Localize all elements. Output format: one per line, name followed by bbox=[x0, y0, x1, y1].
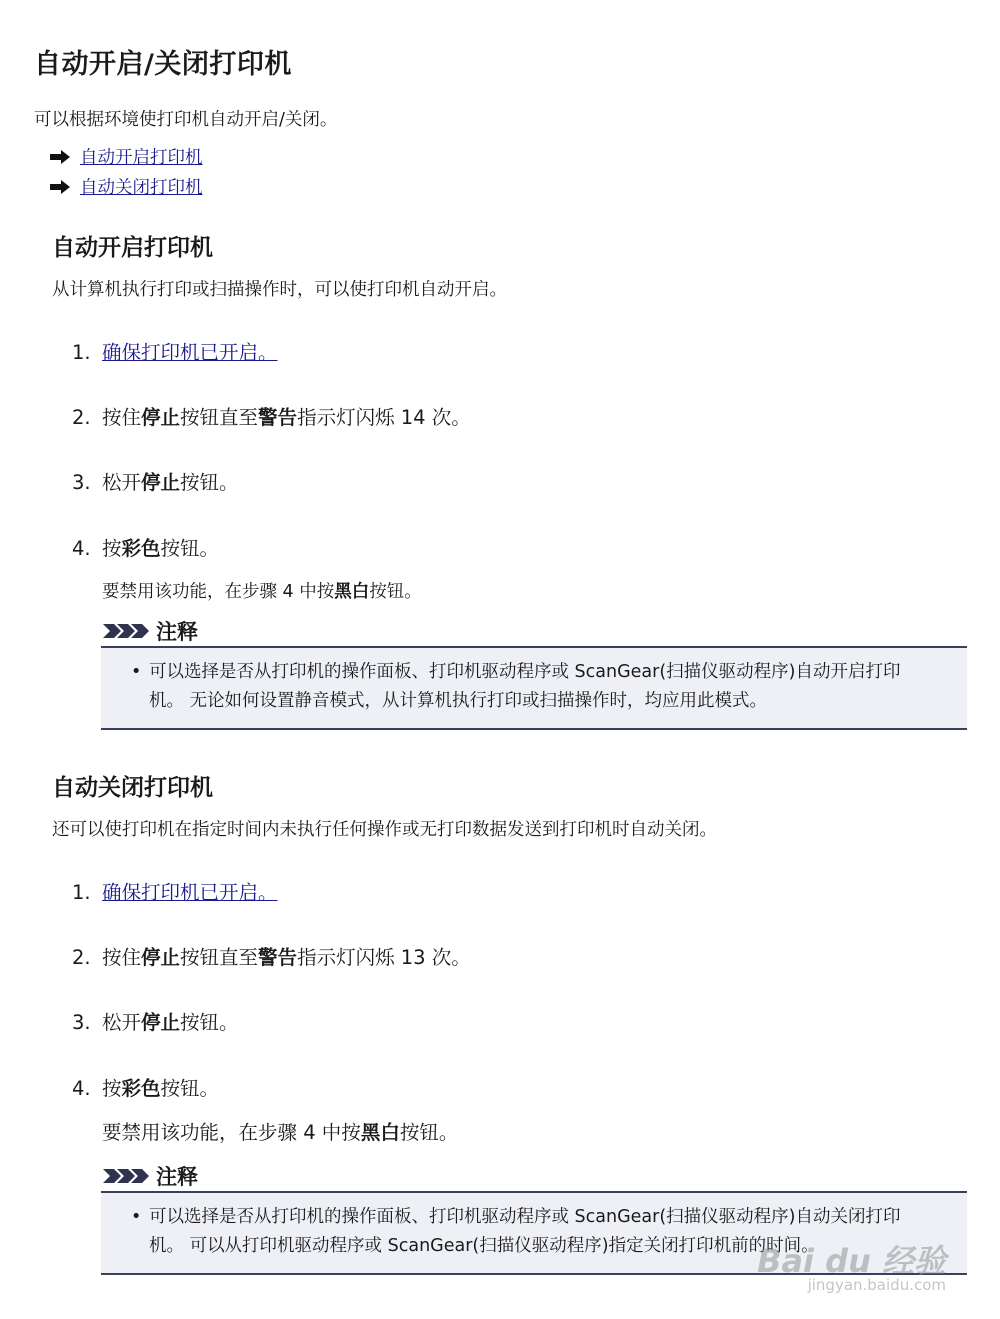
step-text: 按 bbox=[102, 537, 122, 560]
stop-button-label: 停止 bbox=[141, 406, 181, 429]
note-label: 注释 bbox=[156, 1165, 198, 1189]
step-text: 按钮。 bbox=[160, 537, 220, 560]
note-line: 可以选择是否从打印机的操作面板、打印机驱动程序或 ScanGear(扫描仪驱动程序)自动开启打印 bbox=[149, 662, 901, 682]
arrow-right-icon bbox=[48, 150, 72, 164]
baidu-watermark-url: jingyan.baidu.com bbox=[807, 1276, 946, 1294]
note-text bbox=[149, 658, 901, 716]
black-button-label: 黑白 bbox=[360, 1121, 400, 1144]
note-heading bbox=[102, 1161, 198, 1191]
step-1 bbox=[72, 337, 278, 365]
step-number: 2. bbox=[72, 946, 91, 969]
step-2 bbox=[72, 402, 471, 430]
toc-item-auto-off[interactable] bbox=[48, 174, 203, 199]
section-desc-auto-on: 从计算机执行打印或扫描操作时，可以使打印机自动开启。 bbox=[52, 280, 507, 300]
step-text: 按钮。 bbox=[180, 1011, 239, 1034]
note-chevrons-icon bbox=[102, 1166, 150, 1186]
note-heading bbox=[102, 616, 198, 646]
step-text: 按钮。 bbox=[160, 1077, 220, 1100]
ensure-printer-on-link[interactable]: 确保打印机已开启。 bbox=[102, 341, 278, 364]
step-text: 按住 bbox=[102, 946, 142, 969]
toc-link-auto-off[interactable]: 自动关闭打印机 bbox=[80, 178, 203, 198]
section-heading-auto-on: 自动开启打印机 bbox=[52, 235, 213, 261]
step-4 bbox=[72, 1073, 219, 1101]
disable-text: 要禁用该功能，在步骤 4 中按 bbox=[102, 1121, 361, 1144]
disable-text: 要禁用该功能，在步骤 4 中按 bbox=[102, 582, 335, 602]
note-line: 机。 无论如何设置静音模式，从计算机执行打印或扫描操作时，均应用此模式。 bbox=[149, 691, 768, 711]
stop-button-label: 停止 bbox=[141, 471, 181, 494]
alarm-lamp-label: 警告 bbox=[258, 406, 298, 429]
section-desc-auto-off: 还可以使打印机在指定时间内未执行任何操作或无打印数据发送到打印机时自动关闭。 bbox=[52, 820, 717, 840]
step-text: 指示灯闪烁 13 次。 bbox=[297, 946, 471, 969]
page-title: 自动开启/关闭打印机 bbox=[34, 49, 292, 80]
disable-instruction bbox=[102, 1117, 458, 1145]
step-text: 按钮。 bbox=[180, 471, 239, 494]
stop-button-label: 停止 bbox=[141, 1011, 181, 1034]
section-heading-auto-off: 自动关闭打印机 bbox=[52, 775, 213, 801]
step-text: 按钮直至 bbox=[180, 946, 259, 969]
ensure-printer-on-link[interactable]: 确保打印机已开启。 bbox=[102, 881, 278, 904]
note-line: 机。 可以从打印机驱动程序或 ScanGear(扫描仪驱动程序)指定关闭打印机前的时间。 bbox=[149, 1236, 819, 1256]
arrow-right-icon bbox=[48, 180, 72, 194]
disable-text: 按钮。 bbox=[369, 582, 422, 602]
step-number: 3. bbox=[72, 1011, 91, 1034]
stop-button-label: 停止 bbox=[141, 946, 181, 969]
note-label: 注释 bbox=[156, 620, 198, 644]
baidu-watermark-logo: Bai du 经验 bbox=[757, 1242, 946, 1280]
step-2 bbox=[72, 942, 471, 970]
step-3 bbox=[72, 1007, 239, 1035]
step-number: 2. bbox=[72, 406, 91, 429]
note-line: 可以选择是否从打印机的操作面板、打印机驱动程序或 ScanGear(扫描仪驱动程序)自动关闭打印 bbox=[149, 1207, 901, 1227]
color-button-label: 彩色 bbox=[121, 537, 161, 560]
step-text: 指示灯闪烁 14 次。 bbox=[297, 406, 471, 429]
step-number: 4. bbox=[72, 537, 91, 560]
step-number: 3. bbox=[72, 471, 91, 494]
step-1 bbox=[72, 877, 278, 905]
color-button-label: 彩色 bbox=[121, 1077, 161, 1100]
step-text: 松开 bbox=[102, 471, 142, 494]
step-3 bbox=[72, 467, 239, 495]
alarm-lamp-label: 警告 bbox=[258, 946, 298, 969]
bullet: • bbox=[131, 1207, 142, 1227]
intro-text: 可以根据环境使打印机自动开启/关闭。 bbox=[34, 110, 338, 130]
step-text: 松开 bbox=[102, 1011, 142, 1034]
step-text: 按 bbox=[102, 1077, 122, 1100]
toc-link-auto-on[interactable]: 自动开启打印机 bbox=[80, 148, 203, 168]
bullet: • bbox=[131, 662, 142, 682]
disable-instruction bbox=[102, 578, 422, 603]
disable-text: 按钮。 bbox=[399, 1121, 459, 1144]
toc-item-auto-on[interactable] bbox=[48, 144, 203, 169]
black-button-label: 黑白 bbox=[334, 582, 370, 602]
note-box bbox=[101, 646, 967, 730]
step-number: 1. bbox=[72, 341, 91, 364]
step-number: 1. bbox=[72, 881, 91, 904]
note-chevrons-icon bbox=[102, 621, 150, 641]
step-4 bbox=[72, 533, 219, 561]
step-text: 按住 bbox=[102, 406, 142, 429]
step-text: 按钮直至 bbox=[180, 406, 259, 429]
step-number: 4. bbox=[72, 1077, 91, 1100]
